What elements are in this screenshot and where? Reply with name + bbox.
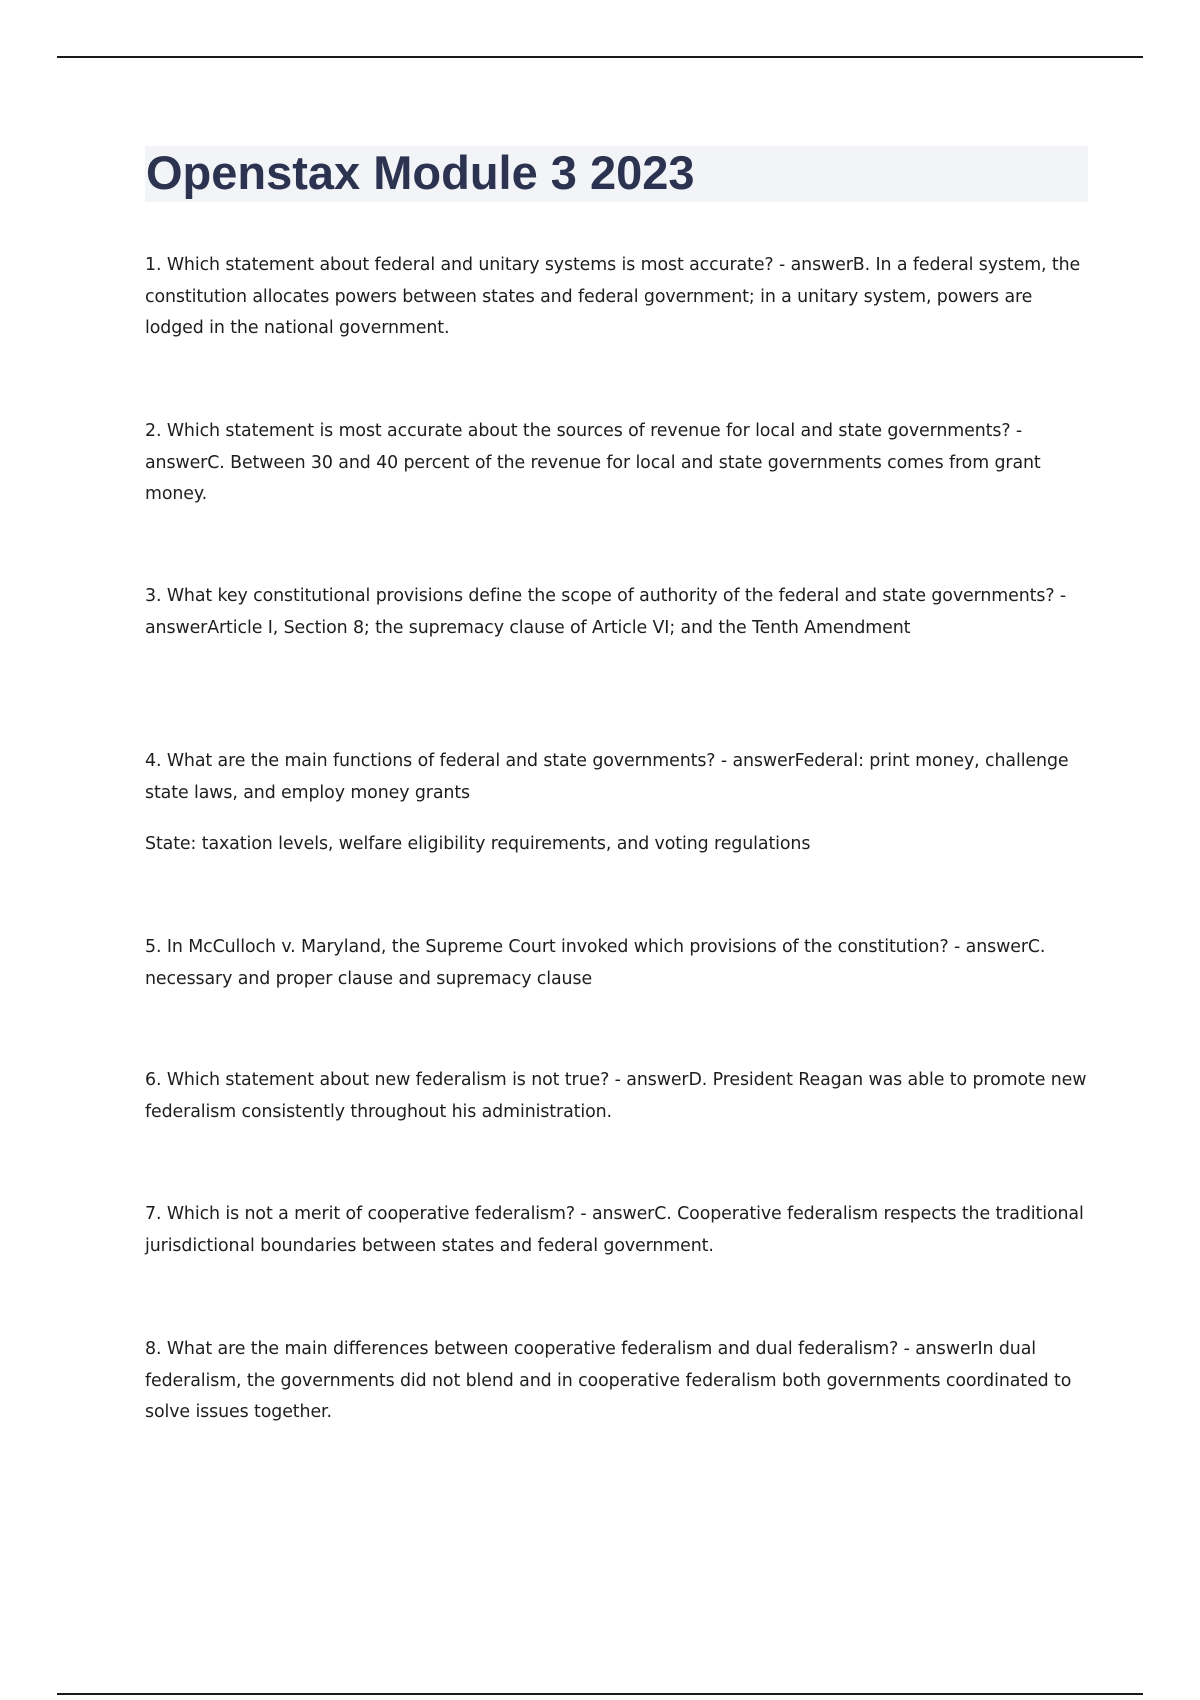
qa-item-3 bbox=[145, 581, 1095, 644]
qa-item-text: 1. Which statement about federal and unitary systems is most accurate? - answerB. In a federal system, the constitution allocates powers between states and federal government; in a unitary system, powers are lodged in the national government. bbox=[145, 255, 1081, 338]
qa-item-4 bbox=[145, 746, 1095, 861]
qa-item-text: 2. Which statement is most accurate about the sources of revenue for local and state governments? - answerC. Between 30 and 40 percent of the revenue for local and state governments comes from grant money. bbox=[145, 421, 1041, 504]
qa-item-text: 4. What are the main functions of federal and state governments? - answerFederal: print money, challenge state laws, and employ money grants bbox=[145, 751, 1069, 803]
qa-item-2 bbox=[145, 416, 1095, 511]
qa-item-text: 7. Which is not a merit of cooperative federalism? - answerC. Cooperative federalism respects the traditional jurisdictional boundaries between states and federal government. bbox=[145, 1204, 1084, 1256]
qa-item-text: 3. What key constitutional provisions define the scope of authority of the federal and state governments? - answerArticle I, Section 8; the supremacy clause of Article VI; and the Tenth Amendment bbox=[145, 586, 1067, 638]
qa-item-1 bbox=[145, 250, 1095, 345]
qa-item-text: 5. In McCulloch v. Maryland, the Supreme Court invoked which provisions of the constitution? - answerC. necessary and proper clause and supremacy clause bbox=[145, 937, 1046, 989]
qa-item-continuation: State: taxation levels, welfare eligibility requirements, and voting regulations bbox=[145, 834, 811, 854]
qa-item-6 bbox=[145, 1065, 1095, 1128]
qa-item-text: 8. What are the main differences between cooperative federalism and dual federalism? - answerIn dual federalism, the governments did not blend and in cooperative federalism both governments coordinated to solve issues together. bbox=[145, 1339, 1072, 1422]
page-title: Openstax Module 3 2023 bbox=[146, 146, 695, 199]
qa-item-8 bbox=[145, 1334, 1095, 1429]
qa-item-text: 6. Which statement about new federalism is not true? - answerD. President Reagan was able to promote new federalism consistently throughout his administration. bbox=[145, 1070, 1087, 1122]
qa-item-5 bbox=[145, 932, 1095, 995]
bottom-divider bbox=[57, 1693, 1143, 1695]
top-divider bbox=[57, 56, 1143, 58]
qa-item-7 bbox=[145, 1199, 1095, 1262]
